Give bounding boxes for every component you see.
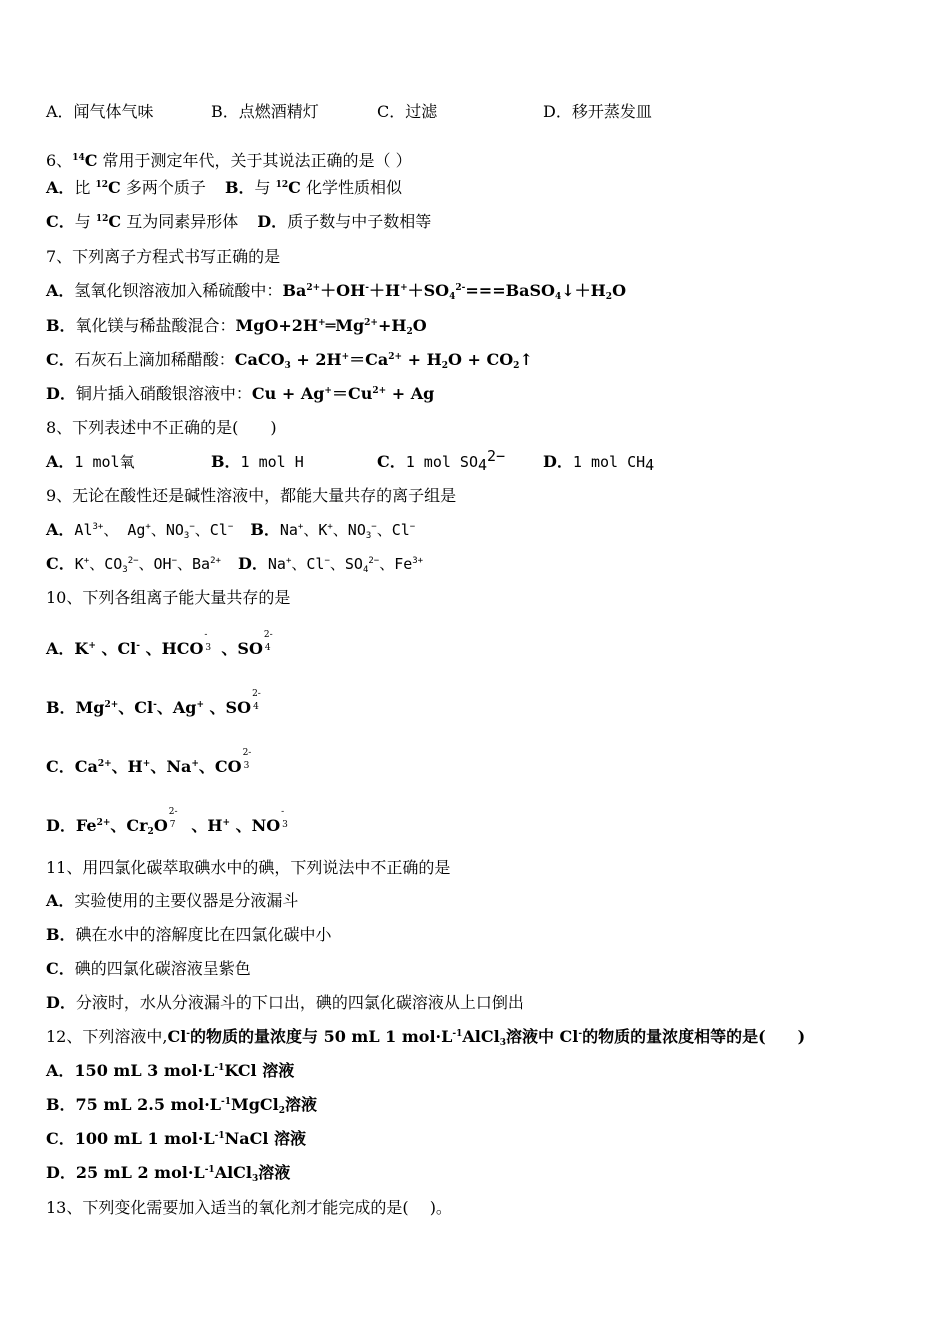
q11-option-a[interactable]: A．实验使用的主要仪器是分液漏斗 bbox=[46, 891, 299, 910]
q7-option-b[interactable]: B．氧化镁与稀盐酸混合：$MgO+2H^+═Mg^{2+}+H_2O$ bbox=[46, 316, 427, 337]
q10-option-b[interactable]: B．$Mg^{2+}$、Cl-、Ag+ 、SO 2- 4 bbox=[46, 689, 261, 717]
q12-stem: 12、下列溶液中,Cl-的物质的量浓度与 50 mL 1 $mol\cdot L^{-1}AlCl_3$溶液中 Cl-的物质的量浓度相等的是( ) bbox=[46, 1027, 806, 1048]
q10-stem: 10、下列各组离子能大量共存的是 bbox=[46, 588, 291, 607]
q11-stem: 11、用四氯化碳萃取碘水中的碘，下列说法中不正确的是 bbox=[46, 858, 451, 877]
q11-option-c[interactable]: C．碘的四氯化碳溶液呈紫色 bbox=[46, 959, 251, 978]
q11-option-b[interactable]: B．碘在水中的溶解度比在四氯化碳中小 bbox=[46, 925, 332, 944]
q6-stem: 6、$^{14}$C 常用于测定年代，关于其说法正确的是（ ） bbox=[46, 151, 412, 170]
q9-option-b[interactable]: B．Na+、K+、$NO_3^-$、Cl− bbox=[250, 520, 416, 541]
q12-option-d[interactable]: D．25 mL 2 $mol\cdot L^{-1}AlCl_3$溶液 bbox=[46, 1163, 291, 1184]
q5-option-d[interactable]: D．移开蒸发皿 bbox=[543, 102, 652, 121]
q10-option-a[interactable]: A．K+ 、Cl- 、HCO - 3 、SO 2- 4 bbox=[46, 630, 273, 658]
q7-option-a[interactable]: A．氢氧化钡溶液加入稀硫酸中：$Ba^{2+}+OH^-+H^++SO_4^{2-}===BaSO_4↓+H_2O$ bbox=[46, 281, 626, 302]
q12-option-b[interactable]: B．75 mL 2.5 $mol\cdot L^{-1}MgCl_2$溶液 bbox=[46, 1095, 318, 1116]
q10-option-c[interactable]: C．$Ca^{2+}$、H+、Na+、CO 2- 3 bbox=[46, 748, 252, 776]
q6-option-b[interactable]: B．与 $^{12}$C 化学性质相似 bbox=[224, 178, 402, 197]
q9-option-d[interactable]: D．Na+、Cl−、$SO_4^{2-}$、$Fe^{3+}$ bbox=[238, 554, 424, 575]
q7-stem: 7、下列离子方程式书写正确的是 bbox=[46, 247, 281, 266]
q12-option-c[interactable]: C．100 mL 1 $mol\cdot L^{-1}NaCl$ 溶液 bbox=[46, 1129, 307, 1148]
q8-option-a[interactable]: A．1 mol氧 bbox=[46, 452, 135, 471]
q12-option-a[interactable]: A．150 mL 3 $mol\cdot L^{-1}KCl$ 溶液 bbox=[46, 1061, 295, 1080]
q6-option-d[interactable]: D．质子数与中子数相等 bbox=[257, 212, 432, 231]
q13-stem: 13、下列变化需要加入适当的氧化剂才能完成的是( )。 bbox=[46, 1198, 452, 1217]
q9-stem: 9、无论在酸性还是碱性溶液中，都能大量共存的离子组是 bbox=[46, 486, 457, 505]
q6-option-a[interactable]: A．比 $^{12}$C 多两个质子 bbox=[46, 178, 206, 197]
q8-option-b[interactable]: B．1 mol H bbox=[211, 452, 304, 471]
q5-option-a[interactable]: A．闻气体气味 bbox=[46, 102, 154, 121]
q5-option-b[interactable]: B．点燃酒精灯 bbox=[211, 102, 319, 121]
q9-option-c[interactable]: C．K+、$CO_3^{2-}$、OH−、$Ba^{2+}$ bbox=[46, 554, 221, 575]
q11-option-d[interactable]: D．分液时，水从分液漏斗的下口出，碘的四氯化碳溶液从上口倒出 bbox=[46, 993, 524, 1012]
q10-option-d[interactable]: D．$Fe^{2+}$、$Cr_2O$ 2- 7 、H+ 、NO - 3 bbox=[46, 807, 288, 837]
q8-stem: 8、下列表述中不正确的是( ) bbox=[46, 418, 277, 437]
q6-options-ab bbox=[46, 178, 402, 198]
q8-option-d[interactable]: D．1 mol $CH_4$ bbox=[543, 452, 655, 474]
q9-options-cd bbox=[46, 554, 423, 574]
q9-options-ab bbox=[46, 520, 415, 540]
q9-option-a[interactable]: A．$Al^{3+}$、 Ag+、$NO_3^-$、Cl− bbox=[46, 520, 234, 541]
q6-options-cd bbox=[46, 212, 431, 232]
q6-option-c[interactable]: C．与 $^{12}$C 互为同素异形体 bbox=[46, 212, 239, 231]
q7-option-c[interactable]: C．石灰石上滴加稀醋酸：CaCO$_3$ + $2H^+=Ca^{2+} + H_2O$ + $CO_2↑$ bbox=[46, 350, 533, 371]
q7-option-d[interactable]: D．铜片插入硝酸银溶液中：$Cu + Ag^+=Cu^{2+} + Ag$ bbox=[46, 384, 435, 403]
q5-option-c[interactable]: C．过滤 bbox=[377, 102, 438, 121]
q8-option-c[interactable]: C．1 mol $SO_4^{2-}$ bbox=[377, 447, 506, 474]
